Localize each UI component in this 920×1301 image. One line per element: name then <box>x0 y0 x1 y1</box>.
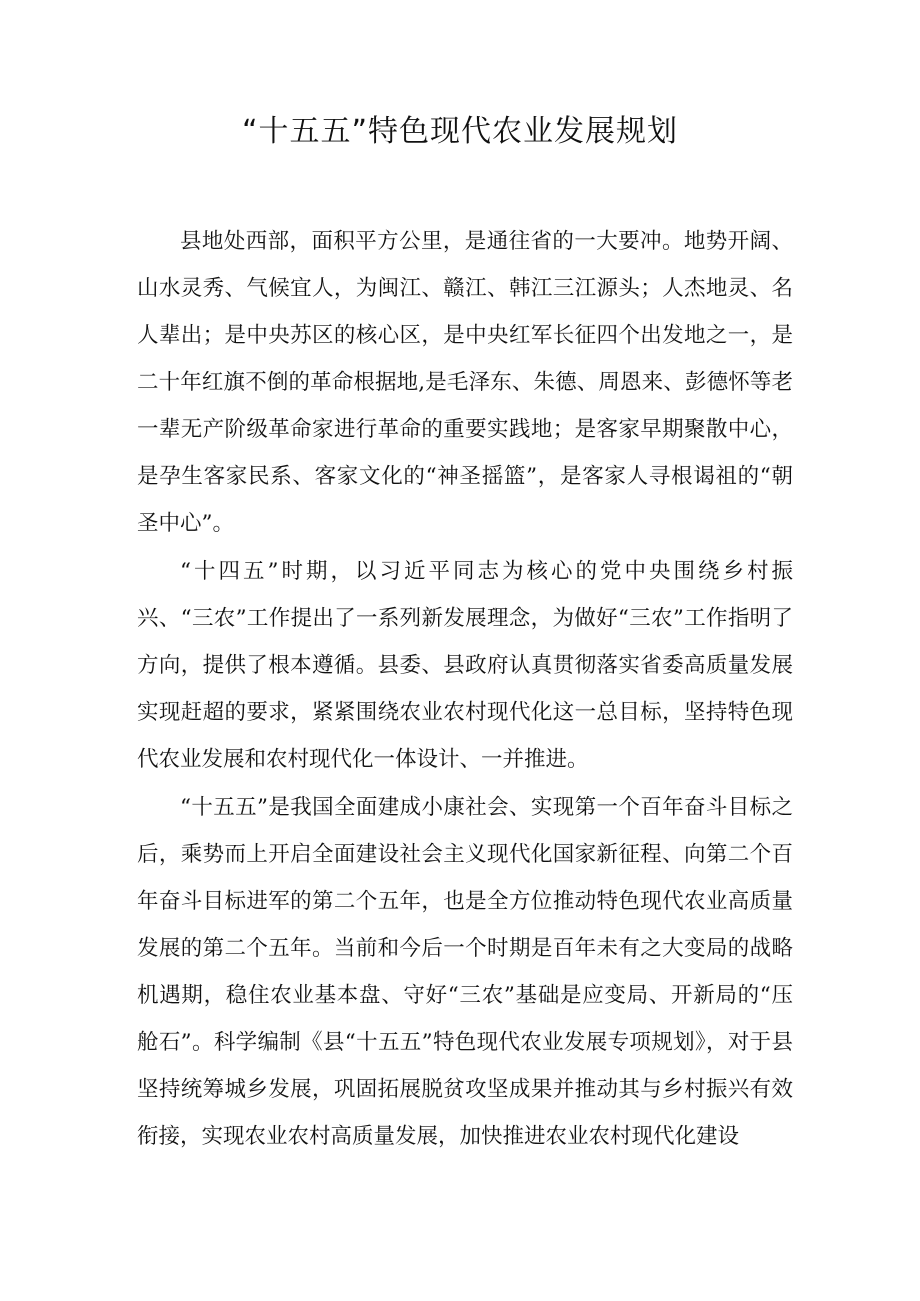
paragraph-fifteenth-plan: “十五五”是我国全面建成小康社会、实现第一个百年奋斗目标之后，乘势而上开启全面建设社会主义现代化国家新征程、向第二个百年奋斗目标进军的第二个五年，也是全方位推动特色现代农业高质量发展的第二个五年。当前和今后一个时期是百年未有之大变局的战略机遇期，稳住农业基本盘、守好“三农”基础是应变局、开新局的“压舱石”。科学编制《县“十五五”特色现代农业发展专项规划》，对于县坚持统筹城乡发展，巩固拓展脱贫攻坚成果并推动其与乡村振兴有效衔接，实现农业农村高质量发展，加快推进农业农村现代化建设 <box>137 795 793 1149</box>
document-body <box>137 218 793 1161</box>
document-title: “十五五”特色现代农业发展规划 <box>241 114 679 149</box>
paragraph-intro: 县地处西部，面积平方公里，是通往省的一大要冲。地势开阔、山水灵秀、气候宜人，为闽江、赣江、韩江三江源头；人杰地灵、名人辈出；是中央苏区的核心区，是中央红军长征四个出发地之一，是二十年红旗不倒的革命根据地,是毛泽东、朱德、周恩来、彭德怀等老一辈无产阶级革命家进行革命的重要实践地；是客家早期聚散中心，是孕生客家民系、客家文化的“神圣摇篮”，是客家人寻根谒祖的“朝圣中心”。 <box>137 229 793 536</box>
paragraph-fourteenth-plan: “十四五”时期，以习近平同志为核心的党中央围绕乡村振兴、“三农”工作提出了一系列新发展理念，为做好“三农”工作指明了方向，提供了根本遵循。县委、县政府认真贯彻落实省委高质量发展实现赶超的要求，紧紧围绕农业农村现代化这一总目标，坚持特色现代农业发展和农村现代化一体设计、一并推进。 <box>137 559 793 772</box>
